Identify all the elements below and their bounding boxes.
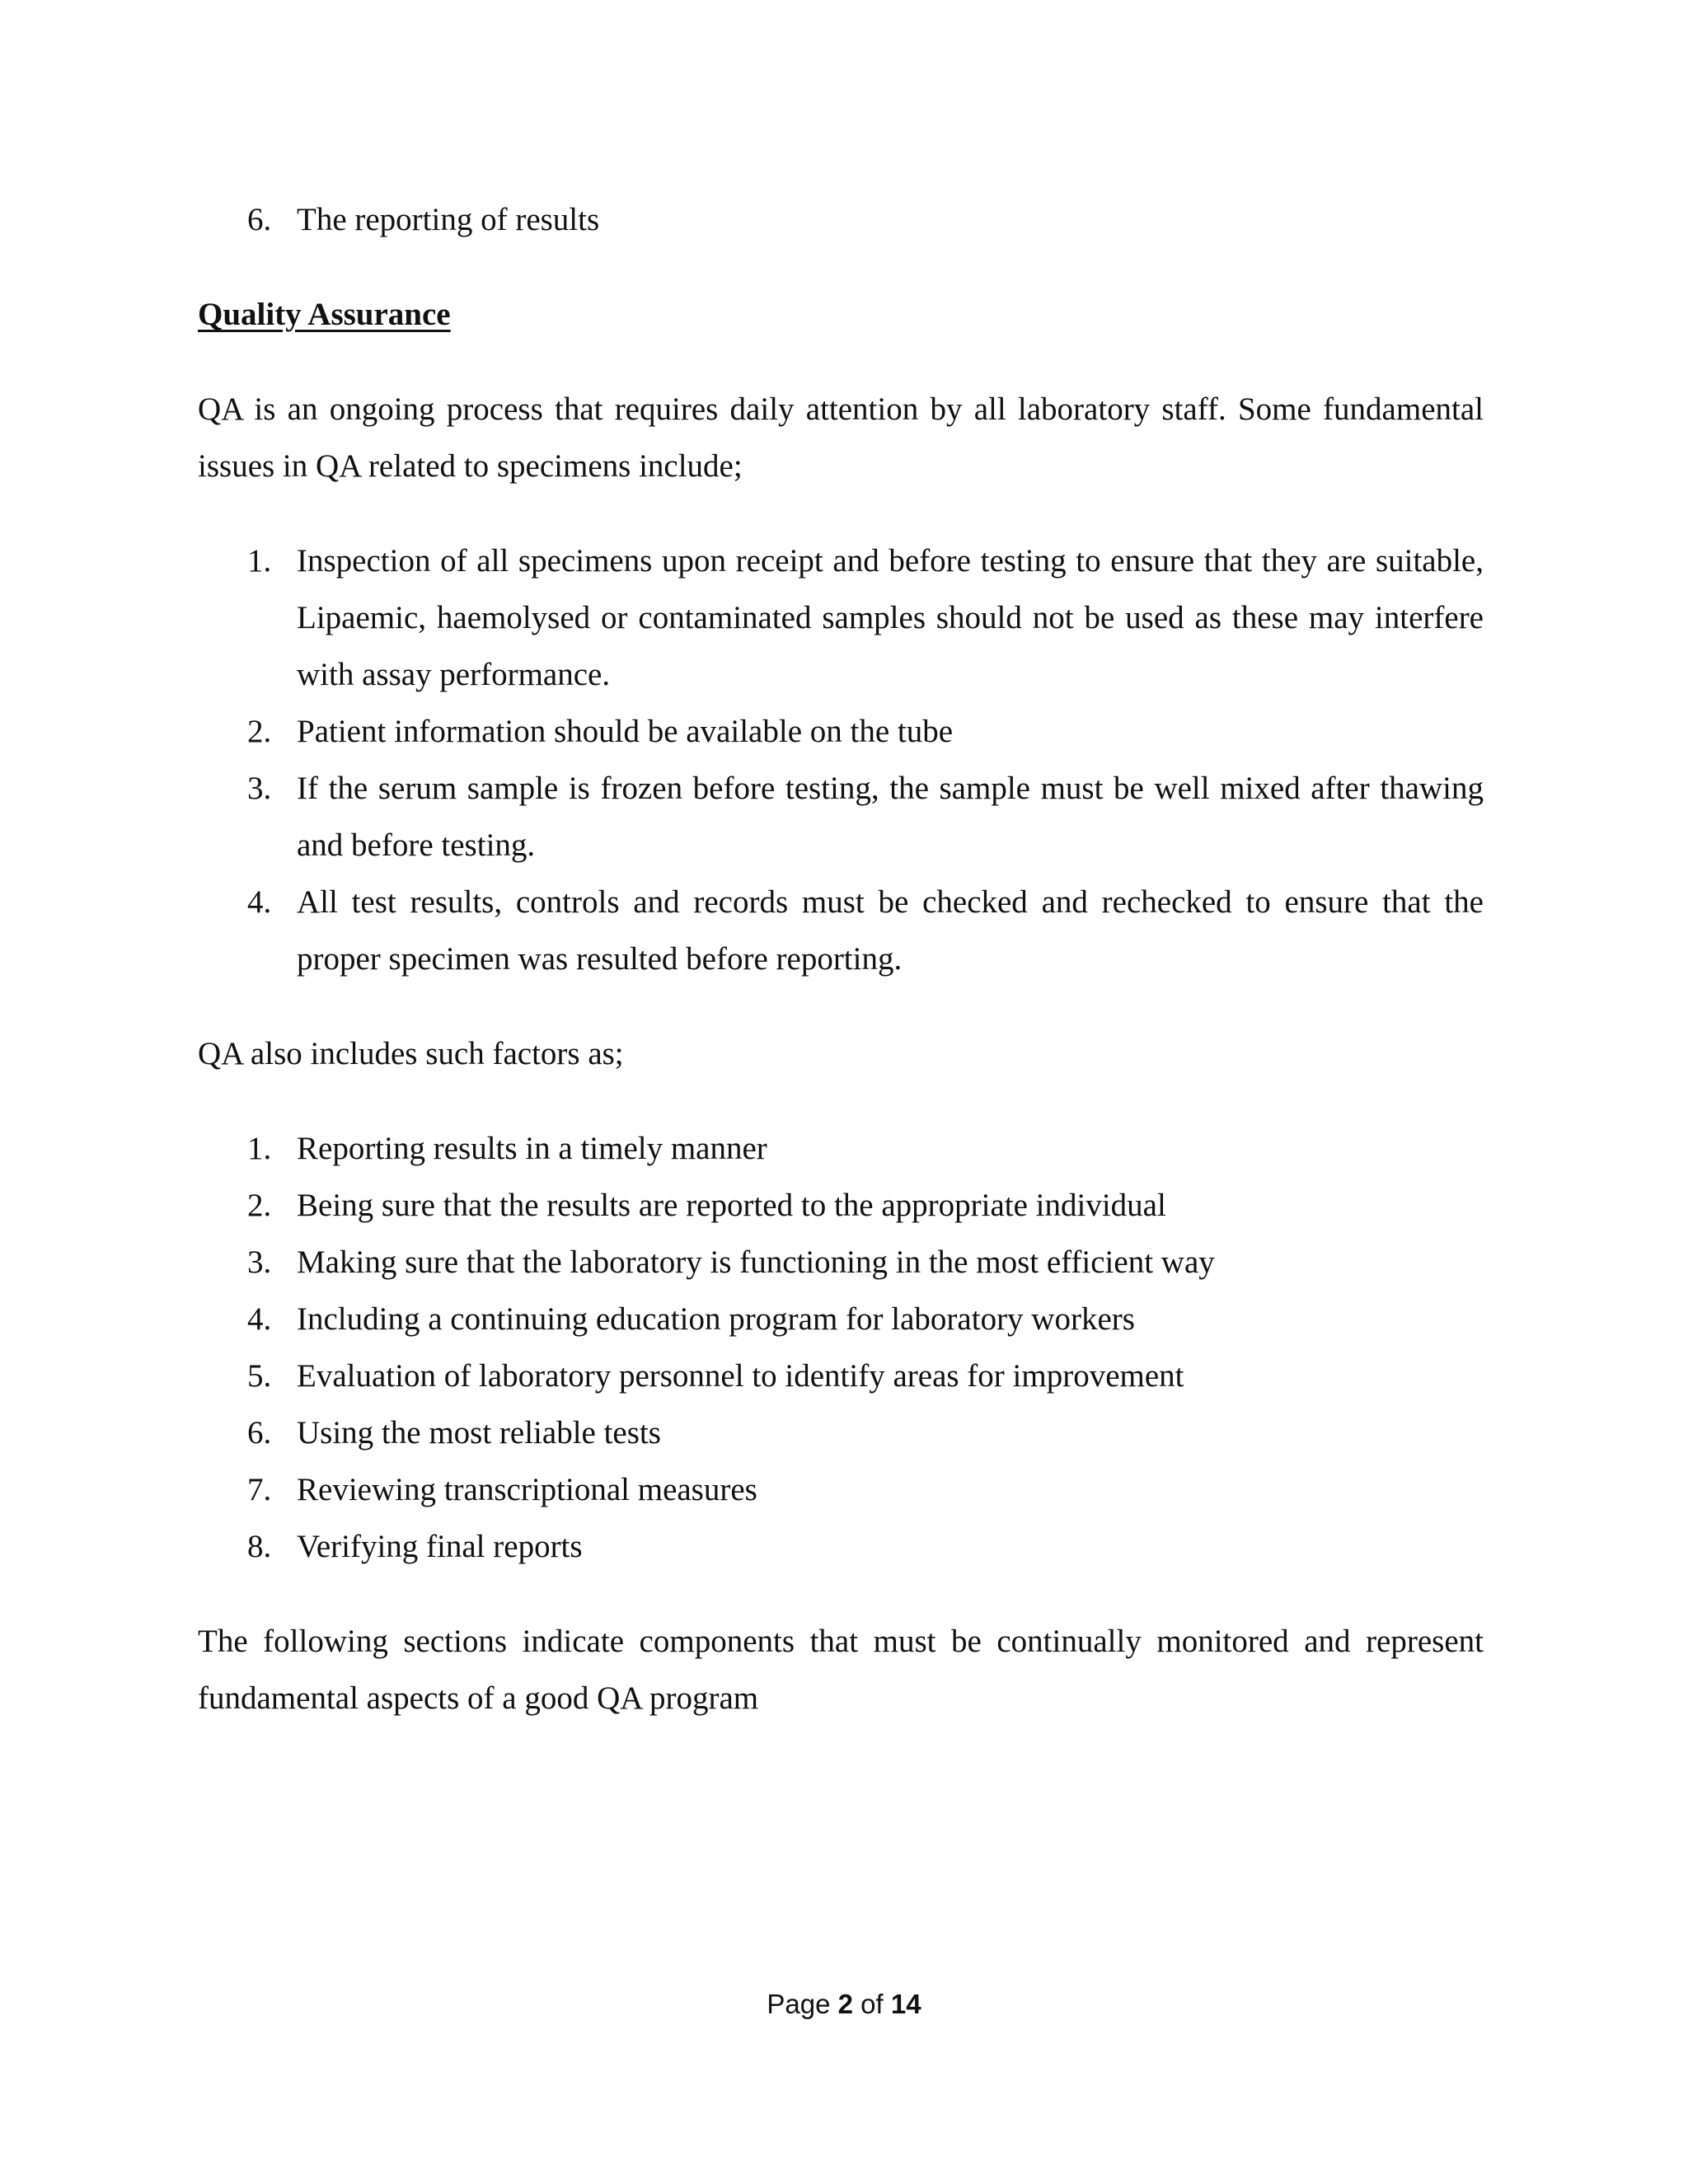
list-item-text: The reporting of results xyxy=(297,202,600,237)
list-item-number xyxy=(198,1291,297,1347)
list-item xyxy=(198,760,1484,874)
list-item-text: Including a continuing education program for laboratory workers xyxy=(297,1301,1135,1337)
list-item-text: Making sure that the laboratory is functioning in the most efficient way xyxy=(297,1244,1215,1280)
list-item-number xyxy=(198,1404,297,1461)
list-number: 1. xyxy=(247,1131,272,1166)
list-number: 6. xyxy=(247,1415,272,1451)
list-item xyxy=(198,1518,1484,1575)
list-item xyxy=(198,1404,1484,1461)
list-item xyxy=(198,1347,1484,1404)
list-item-number xyxy=(198,1461,297,1518)
factors-list xyxy=(198,1120,1484,1575)
current-page-number: 2 xyxy=(837,1989,853,2019)
list-item-text: Reporting results in a timely manner xyxy=(297,1131,767,1166)
list-item-number xyxy=(198,760,297,817)
list-number: 4. xyxy=(247,884,272,920)
list-number: 5. xyxy=(247,1358,272,1394)
page-label: Page xyxy=(767,1989,831,2019)
list-item xyxy=(198,703,1484,760)
specimen-list xyxy=(198,532,1484,987)
list-item xyxy=(198,1291,1484,1347)
page-of-label: of xyxy=(860,1989,884,2019)
page-content xyxy=(198,191,1484,1765)
list-number: 2. xyxy=(247,1188,272,1223)
list-item-text: Using the most reliable tests xyxy=(297,1415,661,1451)
list-item-number xyxy=(198,1518,297,1575)
list-number: 8. xyxy=(247,1529,272,1564)
list-item-text: If the serum sample is frozen before testing, the sample must be well mixed after thawing and before testing. xyxy=(297,771,1484,863)
list-item-number xyxy=(198,1120,297,1177)
list-item-text: Verifying final reports xyxy=(297,1529,583,1564)
section-heading: Quality Assurance xyxy=(198,297,451,332)
list-number: 1. xyxy=(247,543,272,579)
list-item xyxy=(198,532,1484,703)
list-item-number xyxy=(198,874,297,930)
list-item-number xyxy=(198,1347,297,1404)
list-number: 4. xyxy=(247,1301,272,1337)
page-footer xyxy=(0,1988,1688,2021)
continued-list xyxy=(198,191,1484,248)
closing-paragraph: The following sections indicate components that must be continually monitored and represent fundamental aspects of a good QA program xyxy=(198,1624,1484,1716)
list-item-number xyxy=(198,532,297,589)
list-item-number xyxy=(198,703,297,760)
list-item-number xyxy=(198,1234,297,1291)
list-number: 3. xyxy=(247,771,272,806)
list-item-text: Inspection of all specimens upon receipt and before testing to ensure that they are suitable, Lipaemic, haemolysed or contaminated samples should not be used as these may interfere with assay performance. xyxy=(297,543,1484,692)
list-item xyxy=(198,1120,1484,1177)
factors-paragraph: QA also includes such factors as; xyxy=(198,1036,624,1071)
list-item xyxy=(198,1234,1484,1291)
list-item-number xyxy=(198,1177,297,1234)
list-item xyxy=(198,1177,1484,1234)
list-item-text: Patient information should be available on the tube xyxy=(297,714,954,749)
list-item-text: Reviewing transcriptional measures xyxy=(297,1472,757,1507)
list-number: 3. xyxy=(247,1244,272,1280)
list-number: 7. xyxy=(247,1472,272,1507)
intro-paragraph: QA is an ongoing process that requires daily attention by all laboratory staff. Some fundamental issues in QA related to specimens include; xyxy=(198,391,1484,484)
list-item xyxy=(198,874,1484,987)
total-pages-number: 14 xyxy=(890,1989,921,2019)
list-item-text: Being sure that the results are reported to the appropriate individual xyxy=(297,1188,1166,1223)
list-number: 6. xyxy=(247,202,272,237)
list-item xyxy=(198,191,1484,248)
list-item-number xyxy=(198,191,297,248)
list-item-text: Evaluation of laboratory personnel to identify areas for improvement xyxy=(297,1358,1184,1394)
list-item xyxy=(198,1461,1484,1518)
list-item-text: All test results, controls and records must be checked and rechecked to ensure that the proper specimen was resulted before reporting. xyxy=(297,884,1484,977)
list-number: 2. xyxy=(247,714,272,749)
